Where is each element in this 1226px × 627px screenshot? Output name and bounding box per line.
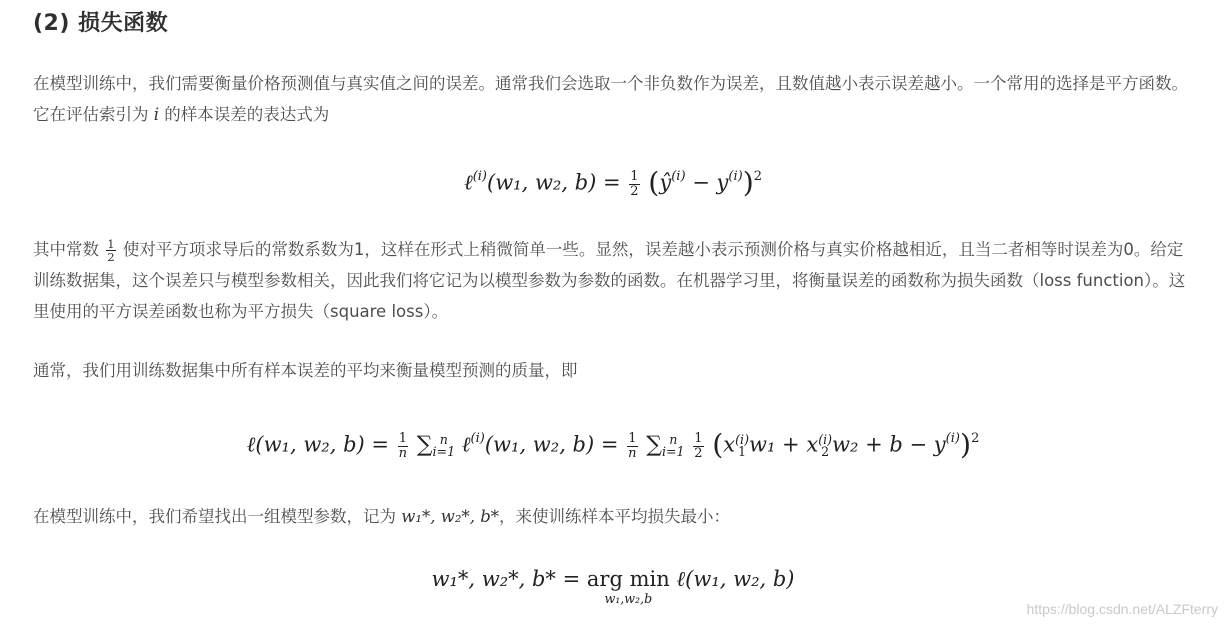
paragraph-objective-text-a: 在模型训练中，我们希望找出一组模型参数，记为 — [33, 507, 402, 526]
watermark-url: https://blog.csdn.net/ALZFterry — [1026, 601, 1218, 617]
eq3-argmin: arg min w₁,w₂,b — [586, 567, 670, 606]
eq2-sum: ∑ — [416, 432, 433, 458]
paragraph-intro-text-b: 的样本误差的表达式为 — [159, 105, 330, 124]
eq1-fraction-half: $\frac{1}{2}$ — [630, 169, 639, 199]
eq1-yhat: ŷ — [659, 170, 672, 195]
eq1-sup-i: (i) — [472, 168, 488, 184]
equation-argmin — [33, 567, 1193, 606]
paragraph-average: 通常，我们用训练数据集中所有样本误差的平均来衡量模型预测的质量，即 — [33, 361, 578, 380]
section-heading — [33, 6, 168, 37]
eq1-ell: ℓ — [463, 170, 473, 195]
eq3-rhs: ℓ(w₁, w₂, b) — [676, 567, 795, 591]
paragraph-explanation — [33, 234, 1193, 327]
eq2-fraction-half: $\frac{1}{2}$ — [694, 431, 703, 461]
eq1-power: 2 — [753, 168, 763, 184]
heading-title: 损失函数 — [78, 11, 169, 36]
inline-fraction-half: $\frac{1}{2}$ — [107, 236, 115, 264]
paragraph-intro-text-a: 在模型训练中，我们需要衡量价格预测值与真实值之间的误差。通常我们会选取一个非负数作为误差，且数值越小表示误差越小。一个常用的选择是平方函数。它在评估索引为 — [33, 74, 1188, 124]
paragraph-objective — [33, 501, 1193, 532]
eq1-y: y — [716, 170, 729, 195]
eq1-minus: − — [692, 170, 710, 195]
eq2-fraction-1-over-n-b: $\frac{1}{n}$ — [628, 431, 637, 461]
equation-sample-loss: ℓ$^{(i)}$(w₁, w₂, b) = $\frac{1}{2}$ $(ŷ^{(i)} - y^{(i)})^2$ — [463, 166, 763, 199]
inline-var-i: i — [153, 105, 160, 124]
paragraph-explanation-text-b: 使对平方项求导后的常数系数为1，这样在形式上稍微简单一些。显然，误差越小表示预测价格与真实价格越相近，且当二者相等时误差为0。给定训练数据集，这个误差只与模型参数相关，因此我们将它记为以模型参数为参数的函数。在机器学习里，将衡量误差的函数称为损失函数（loss function）。这里使用的平方误差函数也称为平方损失（square loss）。 — [33, 240, 1186, 321]
eq3-lhs: w₁*, w₂*, b* = — [431, 567, 581, 591]
eq2-ell: ℓ — [461, 432, 471, 457]
eq2-lhs: ℓ(w₁, w₂, b) = — [246, 432, 389, 457]
heading-number: (2) — [33, 11, 70, 36]
eq1-args: (w₁, w₂, b) = — [487, 170, 621, 195]
paragraph-objective-text-b: ，来使训练样本平均损失最小： — [499, 507, 731, 526]
eq2-power: 2 — [971, 430, 980, 446]
inline-optimal-params: w₁*, w₂*, b* — [401, 507, 500, 526]
paragraph-intro — [33, 68, 1193, 130]
paragraph-explanation-text-a: 其中常数 — [33, 240, 105, 259]
eq2-fraction-1-over-n: $\frac{1}{n}$ — [398, 431, 408, 461]
equation-average-loss: ℓ(w₁, w₂, b) = $\frac{1}{n}$ ∑ n i=1 ℓ$^{(i)}$(w₁, w₂, b) = $\frac{1}{n}$ ∑ n i=1 $\frac{1}{2}$ (x (i) 1 w₁ + x (i) 2 $w_2 + b - y^{(i)})^2$ — [246, 428, 980, 461]
eq2-args: (w₁, w₂, b) = — [484, 432, 619, 457]
